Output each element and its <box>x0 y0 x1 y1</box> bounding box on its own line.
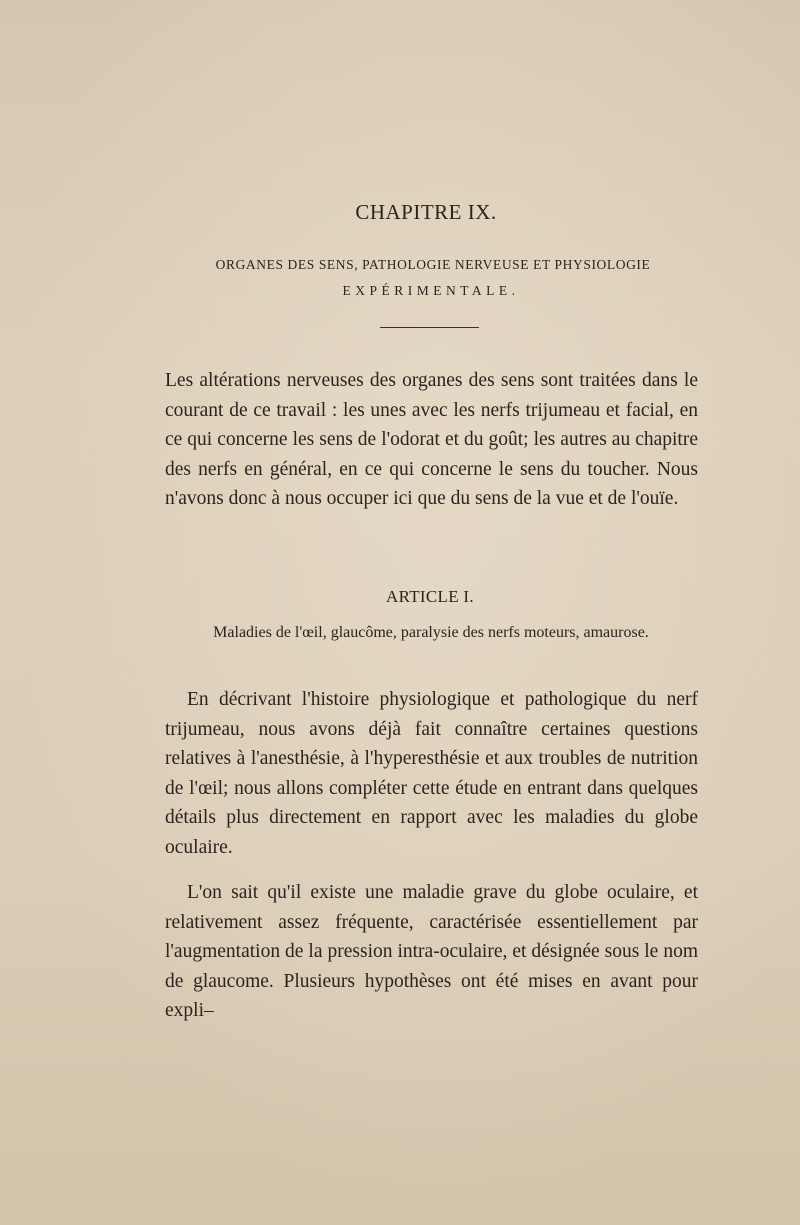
chapter-subtitle-line2: EXPÉRIMENTALE. <box>342 283 520 298</box>
article-title: ARTICLE I. <box>386 587 474 606</box>
chapter-subtitle-line1: ORGANES DES SENS, PATHOLOGIE NERVEUSE ET PHYSIOLOGIE <box>215 257 651 272</box>
article-paragraph-1: En décrivant l'histoire physiologique et pathologique du nerf trijumeau, nous avons déjà fait connaître certaines questions relatives à l'anesthésie, à l'hyperesthésie et aux troubles de nutrition de l'œil; nous allons compléter cette étude en entrant dans quelques détails plus directement en rapport avec les maladies du globe oculaire. <box>165 689 698 858</box>
intro-paragraph: Les altérations nerveuses des organes des sens sont traitées dans le courant de ce travail : les unes avec les nerfs trijumeau et facial, en ce qui concerne les sens de l'odorat et du goût; les autres au chapitre des nerfs en général, en ce qui concerne le sens du toucher. Nous n'avons donc à nous occuper ici que du sens de la vue et de l'ouïe. <box>165 370 698 510</box>
article-subtitle: Maladies de l'œil, glaucôme, paralysie des nerfs moteurs, amaurose. <box>213 624 649 641</box>
article-paragraph-2: L'on sait qu'il existe une maladie grave du globe oculaire, et relativement assez fréquente, caractérisée essentiellement par l'augmentation de la pression intra-oculaire, et désignée sous le nom de glaucome. Plusieurs hypothèses ont été mises en avant pour expli– <box>165 882 698 1022</box>
section-divider <box>380 327 479 328</box>
chapter-title: CHAPITRE IX. <box>355 200 497 224</box>
